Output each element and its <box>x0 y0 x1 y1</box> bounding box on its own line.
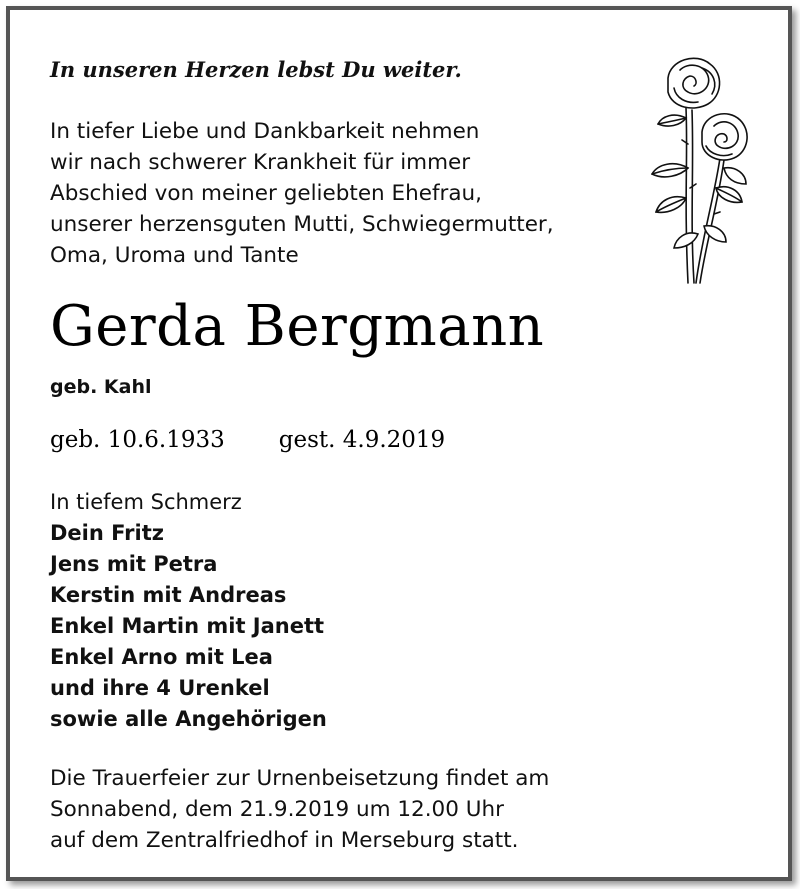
maiden-name: geb. Kahl <box>50 376 152 398</box>
obituary-frame <box>6 6 792 881</box>
mourner-line: Enkel Arno mit Lea <box>50 645 273 669</box>
intro-line: unserer herzensguten Mutti, Schwiegermutter, <box>50 212 554 237</box>
mourner-line: Dein Fritz <box>50 521 164 545</box>
intro-line: Oma, Uroma und Tante <box>50 243 299 268</box>
death-date: gest. 4.9.2019 <box>278 427 446 453</box>
funeral-notice <box>50 763 549 856</box>
funeral-line: auf dem Zentralfriedhof in Merseburg statt. <box>50 828 519 853</box>
funeral-line: Die Trauerfeier zur Urnenbeisetzung findet am <box>50 766 550 791</box>
mourner-line: Enkel Martin mit Janett <box>50 614 325 638</box>
intro-line: Abschied von meiner geliebten Ehefrau, <box>50 181 482 206</box>
mourner-line: sowie alle Angehörigen <box>50 707 327 731</box>
motto: In unseren Herzen lebst Du weiter. <box>50 57 462 82</box>
deceased-name: Gerda Bergmann <box>50 294 545 359</box>
intro-line: wir nach schwerer Krankheit für immer <box>50 150 471 175</box>
birth-date: geb. 10.6.1933 <box>50 427 225 453</box>
funeral-line: Sonnabend, dem 21.9.2019 um 12.00 Uhr <box>50 797 504 822</box>
intro-text <box>50 116 554 271</box>
mourner-line: Kerstin mit Andreas <box>50 583 287 607</box>
rose-icon <box>628 48 753 288</box>
mourners-heading: In tiefem Schmerz <box>50 490 242 514</box>
mourners-block <box>50 487 327 735</box>
mourner-line: und ihre 4 Urenkel <box>50 676 270 700</box>
mourner-line: Jens mit Petra <box>50 552 218 576</box>
intro-line: In tiefer Liebe und Dankbarkeit nehmen <box>50 119 480 144</box>
life-dates <box>50 427 445 453</box>
